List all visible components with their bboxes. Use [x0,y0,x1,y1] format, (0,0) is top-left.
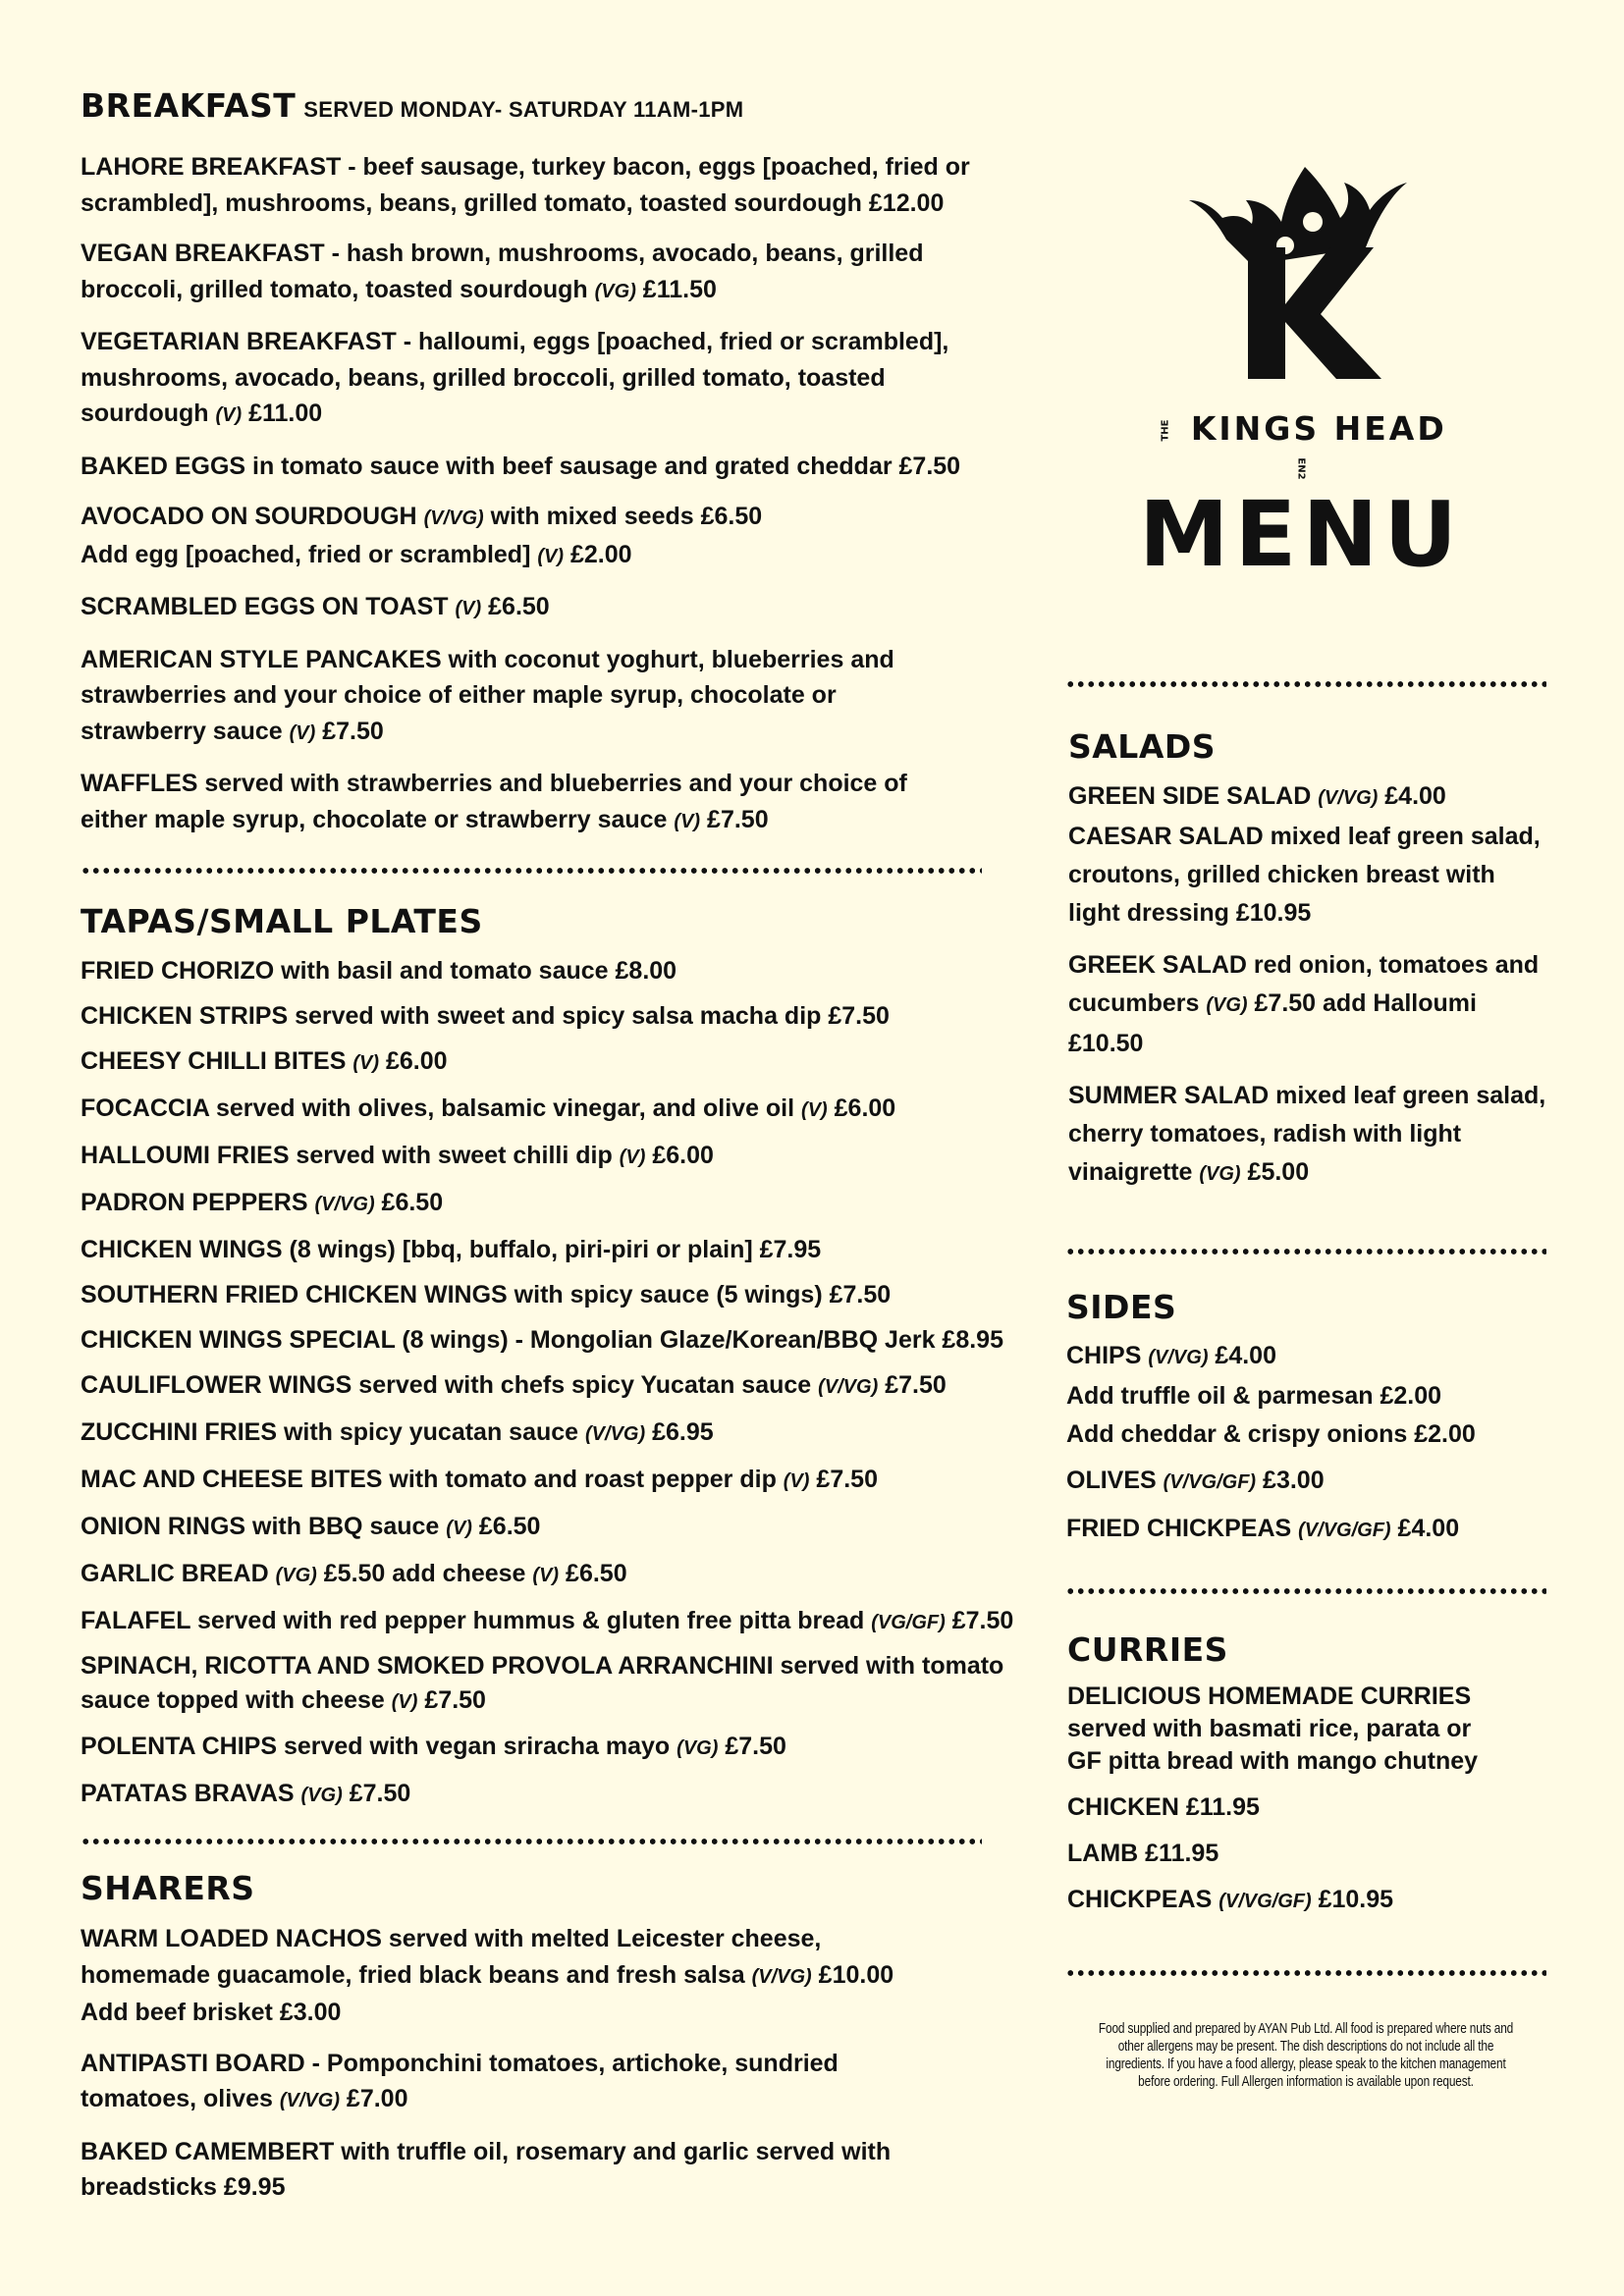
menu-item [81,499,1043,574]
menu-item [81,2046,1043,2119]
item-line: £10.50 [1068,1030,1144,1057]
item-text: £7.50 add Halloumi [1247,989,1477,1017]
diet-tag: (V) [446,1518,472,1539]
diet-tag: (V) [352,1052,380,1074]
item-line: Add beef brisket £3.00 [81,1999,342,2026]
menu-item: LAMB £11.95 [1067,1840,1219,1867]
diet-tag: (VG) [1199,1163,1241,1185]
diet-tag: (V/VG) [818,1376,879,1398]
menu-item [81,642,1043,752]
diet-tag: (VG) [677,1737,719,1759]
brand-name-row [1139,409,1463,486]
item-price: £5.00 [1240,1158,1310,1186]
menu-item [81,1227,1043,1272]
curries-section [1067,1630,1548,1920]
item-line: WARM LOADED NACHOS served with melted Leicester cheese, [81,1925,822,1952]
item-line: GF pitta bread with mango chutney [1067,1747,1479,1775]
diet-tag: (V/VG/GF) [1218,1891,1312,1912]
item-line [81,802,1043,840]
menu-item [81,1272,1043,1317]
item-price: £10.00 [811,1960,894,1989]
dotted-divider [1065,1969,1546,1977]
menu-item [81,589,1043,627]
menu-item [1066,1338,1547,1376]
menu-item [81,449,1043,485]
item-line: served with basmati rice, parata or [1067,1715,1472,1742]
menu-item [81,1180,1043,1227]
menu-item [1068,1077,1549,1194]
item-line [1068,985,1549,1025]
curries-title: CURRIES [1067,1630,1228,1669]
item-text: with mixed seeds £6.50 [483,503,763,530]
breakfast-items [81,149,1043,839]
diet-tag: (V) [537,545,565,567]
item-line [81,714,1043,752]
diet-tag: (V/VG/GF) [1298,1520,1391,1541]
item-line [1068,1153,1549,1194]
breakfast-title: BREAKFAST [81,86,297,125]
item-line: DELICIOUS HOMEMADE CURRIES [1067,1682,1472,1710]
menu-item [81,1039,1043,1086]
dotted-divider [81,867,982,875]
diet-tag: (V) [532,1565,560,1586]
menu-item [81,2134,1043,2206]
diet-tag: (V/VG) [1318,787,1379,809]
footnote-line: ingredients. If you have a food allergy, please speak to the kitchen management [1106,2056,1506,2072]
item-price: £6.95 [645,1418,714,1446]
item-line: WAFFLES served with strawberries and blueberries and your choice of [81,770,907,797]
item-price: £6.50 [471,1513,541,1540]
item-line: mushrooms, avocado, beans, grilled broccoli, grilled tomato, toasted [81,363,886,392]
item-price: £6.50 [559,1560,627,1587]
diet-tag: (VG) [275,1565,317,1586]
menu-item [81,993,1043,1039]
menu-item [1068,818,1549,933]
item-line: GREEK SALAD red onion, tomatoes and [1068,951,1540,979]
item-price: £11.00 [242,400,323,427]
diet-tag: (V) [455,598,482,619]
item-price: £7.50 [700,805,769,833]
menu-item [81,1362,1043,1410]
menu-item [1066,1463,1547,1501]
menu-item [81,1771,1043,1818]
item-price: £6.00 [379,1047,448,1075]
item-text: CHIPS [1066,1342,1149,1369]
curries-intro [1067,1681,1548,1778]
diet-tag: (V) [674,810,701,832]
item-price: £7.50 [718,1733,786,1760]
breakfast-section [81,86,1043,839]
item-text: strawberry sauce [81,717,290,745]
item-text: GARLIC BREAD [81,1560,276,1587]
item-text: £5.50 add cheese [316,1560,533,1587]
item-line [81,1683,1043,1720]
curries-items [1067,1681,1548,1920]
sharers-title: SHARERS [81,1869,255,1907]
item-text: AVOCADO ON SOURDOUGH [81,503,424,530]
diet-tag: (V) [783,1470,810,1492]
menu-item: Add truffle oil & parmesan £2.00 [1066,1382,1442,1410]
sides-items [1066,1338,1547,1549]
menu-item [81,1598,1043,1645]
item-text: sauce topped with cheese [81,1686,392,1714]
item-line: VEGAN BREAKFAST - hash brown, mushrooms, avocado, beans, grilled [81,240,924,267]
item-line [81,272,1043,310]
item-price: £7.50 [342,1780,411,1807]
item-text: FRIED CHORIZO with basil and tomato sauce £8.00 [81,957,677,985]
item-text: CHICKEN STRIPS served with sweet and spicy salsa macha dip £7.50 [81,1002,890,1030]
item-price: £2.00 [564,540,632,568]
diet-tag: (VG) [300,1785,343,1806]
item-price: £6.50 [374,1189,444,1216]
diet-tag: (VG) [594,280,636,302]
diet-tag: (VG) [1206,994,1248,1016]
item-price: £6.50 [481,593,550,620]
diet-tag: (V/VG/GF) [1163,1471,1257,1493]
diet-tag: (V) [215,404,243,426]
salads-title: SALADS [1068,727,1217,766]
item-text: PATATAS BRAVAS [81,1780,301,1807]
item-text: CHICKPEAS [1067,1886,1219,1913]
item-line: BAKED EGGS in tomato sauce with beef sausage and grated cheddar £7.50 [81,452,961,480]
tapas-items [81,948,1043,1818]
menu-item [81,149,1043,221]
item-line: ANTIPASTI BOARD - Pomponchini tomatoes, artichoke, sundried [81,2049,839,2077]
item-text: either maple syrup, chocolate or strawberry sauce [81,805,675,833]
item-text: ONION RINGS with BBQ sauce [81,1513,447,1540]
item-text: GREEN SIDE SALAD [1068,782,1319,810]
item-line [81,537,1043,575]
item-text: homemade guacamole, fried black beans and fresh salsa [81,1960,752,1989]
menu-item: Add cheddar & crispy onions £2.00 [1066,1420,1476,1448]
item-text: CHICKEN WINGS (8 wings) [bbq, buffalo, piri-piri or plain] £7.95 [81,1236,822,1263]
footnote-line: other allergens may be present. The dish descriptions do not include all the [1117,2039,1494,2055]
item-line: LAHORE BREAKFAST - beef sausage, turkey bacon, eggs [poached, fried or [81,153,970,181]
item-line: SUMMER SALAD mixed leaf green salad, [1068,1082,1546,1109]
item-line: CAESAR SALAD mixed leaf green salad, [1068,823,1541,850]
menu-item [81,1317,1043,1362]
menu-heading: MENU [1139,482,1464,587]
item-text: Add egg [poached, fried or scrambled] [81,540,538,568]
item-price: £7.50 [417,1686,486,1714]
item-price: £7.50 [809,1466,878,1493]
tapas-section [81,902,1043,1818]
item-price: £7.50 [878,1371,947,1399]
item-price: £6.00 [645,1142,714,1169]
item-text: POLENTA CHIPS served with vegan sriracha mayo [81,1733,677,1760]
item-text: CHEESY CHILLI BITES [81,1047,353,1075]
item-line: AMERICAN STYLE PANCAKES with coconut yoghurt, blueberries and [81,645,894,673]
item-line: breadsticks £9.95 [81,2173,286,2201]
menu-item [81,948,1043,993]
item-line [81,499,1043,537]
brand-postcode: EN2 [1295,457,1307,480]
item-price: £7.00 [339,2085,408,2112]
menu-item [81,1086,1043,1133]
diet-tag: (V/VG) [751,1965,812,1988]
item-text: broccoli, grilled tomato, toasted sourdough [81,275,595,303]
item-text: FOCACCIA served with olives, balsamic vinegar, and olive oil [81,1095,802,1122]
diet-tag: (V) [289,721,316,744]
dotted-divider [1065,1587,1546,1595]
item-price: £4.00 [1390,1515,1460,1542]
item-line: BAKED CAMEMBERT with truffle oil, rosemary and garlic served with [81,2137,892,2165]
menu-item [81,1921,1043,2031]
menu-item [81,1724,1043,1771]
brand-name: KINGS HEAD [1190,409,1447,448]
menu-item [1068,946,1549,1063]
diet-tag: (V) [801,1099,828,1121]
item-price: £4.00 [1208,1342,1276,1369]
item-text: SCRAMBLED EGGS ON TOAST [81,593,456,620]
salads-section [1068,727,1549,1194]
item-text: sourdough [81,400,216,427]
item-price: £10.95 [1311,1886,1394,1913]
tapas-title: TAPAS/SMALL PLATES [81,902,483,940]
item-line [81,589,1043,627]
diet-tag: (V/VG) [423,507,484,529]
footnote-line: Food supplied and prepared by AYAN Pub Ltd. All food is prepared where nuts and [1098,2021,1514,2037]
item-price: £4.00 [1378,782,1446,810]
menu-item [81,1504,1043,1551]
item-line: cherry tomatoes, radish with light [1068,1120,1462,1148]
menu-item [1068,777,1549,818]
item-text: SOUTHERN FRIED CHICKEN WINGS with spicy sauce (5 wings) £7.50 [81,1281,892,1308]
menu-item [81,324,1043,434]
item-text: CAULIFLOWER WINGS served with chefs spicy Yucatan sauce [81,1371,819,1399]
menu-item [81,1551,1043,1598]
item-text: ZUCCHINI FRIES with spicy yucatan sauce [81,1418,586,1446]
crown-k-logo-icon [1183,157,1419,383]
item-line: strawberries and your choice of either maple syrup, chocolate or [81,681,837,709]
diet-tag: (V) [619,1147,646,1168]
allergen-footnote [1046,2020,1566,2091]
item-price: £3.00 [1256,1467,1325,1494]
menu-item [1067,1882,1548,1920]
salads-items [1068,777,1549,1194]
item-line: light dressing £10.95 [1068,899,1312,927]
item-text: cucumbers [1068,989,1207,1017]
item-price: £7.50 [945,1607,1014,1634]
dotted-divider [1065,1248,1546,1255]
item-text: OLIVES [1066,1467,1164,1494]
item-text: vinaigrette [1068,1158,1200,1186]
sides-title: SIDES [1066,1288,1177,1326]
item-text: FRIED CHICKPEAS [1066,1515,1299,1542]
item-line [81,2081,1043,2119]
diet-tag: (V/VG) [1148,1347,1209,1368]
left-column [81,86,1043,2206]
breakfast-heading [81,86,1043,130]
item-text: HALLOUMI FRIES served with sweet chilli dip [81,1142,620,1169]
sides-section [1066,1288,1547,1549]
item-line: VEGETARIAN BREAKFAST - halloumi, eggs [poached, fried or scrambled], [81,328,949,355]
item-line: scrambled], mushrooms, beans, grilled tomato, toasted sourdough £12.00 [81,188,945,217]
item-line [81,1957,1043,1996]
item-price: £11.50 [635,275,717,303]
menu-item [81,1645,1043,1724]
footnote-line: before ordering. Full Allergen information is available upon request. [1138,2074,1474,2090]
sharers-items [81,1921,1043,2206]
item-line: SPINACH, RICOTTA AND SMOKED PROVOLA ARRANCHINI served with tomato [81,1652,1004,1680]
brand-block [1139,157,1464,587]
item-line [81,396,1043,434]
menu-item [81,236,1043,309]
menu-item [81,1457,1043,1504]
item-line: croutons, grilled chicken breast with [1068,861,1495,888]
brand-the: THE [1160,419,1171,442]
item-text: FALAFEL served with red pepper hummus & gluten free pitta bread [81,1607,872,1634]
dotted-divider [81,1838,982,1845]
menu-item [81,766,1043,839]
diet-tag: (V) [391,1691,418,1713]
menu-item [81,1410,1043,1457]
menu-item: CHICKEN £11.95 [1067,1793,1260,1821]
item-price: £7.50 [315,717,384,745]
dotted-divider [1065,680,1546,688]
item-text: PADRON PEPPERS [81,1189,315,1216]
diet-tag: (V/VG) [585,1423,646,1445]
item-text: tomatoes, olives [81,2085,280,2112]
diet-tag: (VG/GF) [871,1612,946,1633]
item-text: CHICKEN WINGS SPECIAL (8 wings) - Mongolian Glaze/Korean/BBQ Jerk £8.95 [81,1326,1003,1354]
breakfast-hours: SERVED MONDAY- SATURDAY 11AM-1PM [303,97,744,122]
sharers-section [81,1869,1043,2206]
menu-item [1066,1511,1547,1549]
item-price: £6.00 [827,1095,896,1122]
diet-tag: (V/VG) [314,1194,375,1215]
menu-item [81,1133,1043,1180]
item-text: MAC AND CHEESE BITES with tomato and roast pepper dip [81,1466,784,1493]
diet-tag: (V/VG) [279,2090,340,2111]
